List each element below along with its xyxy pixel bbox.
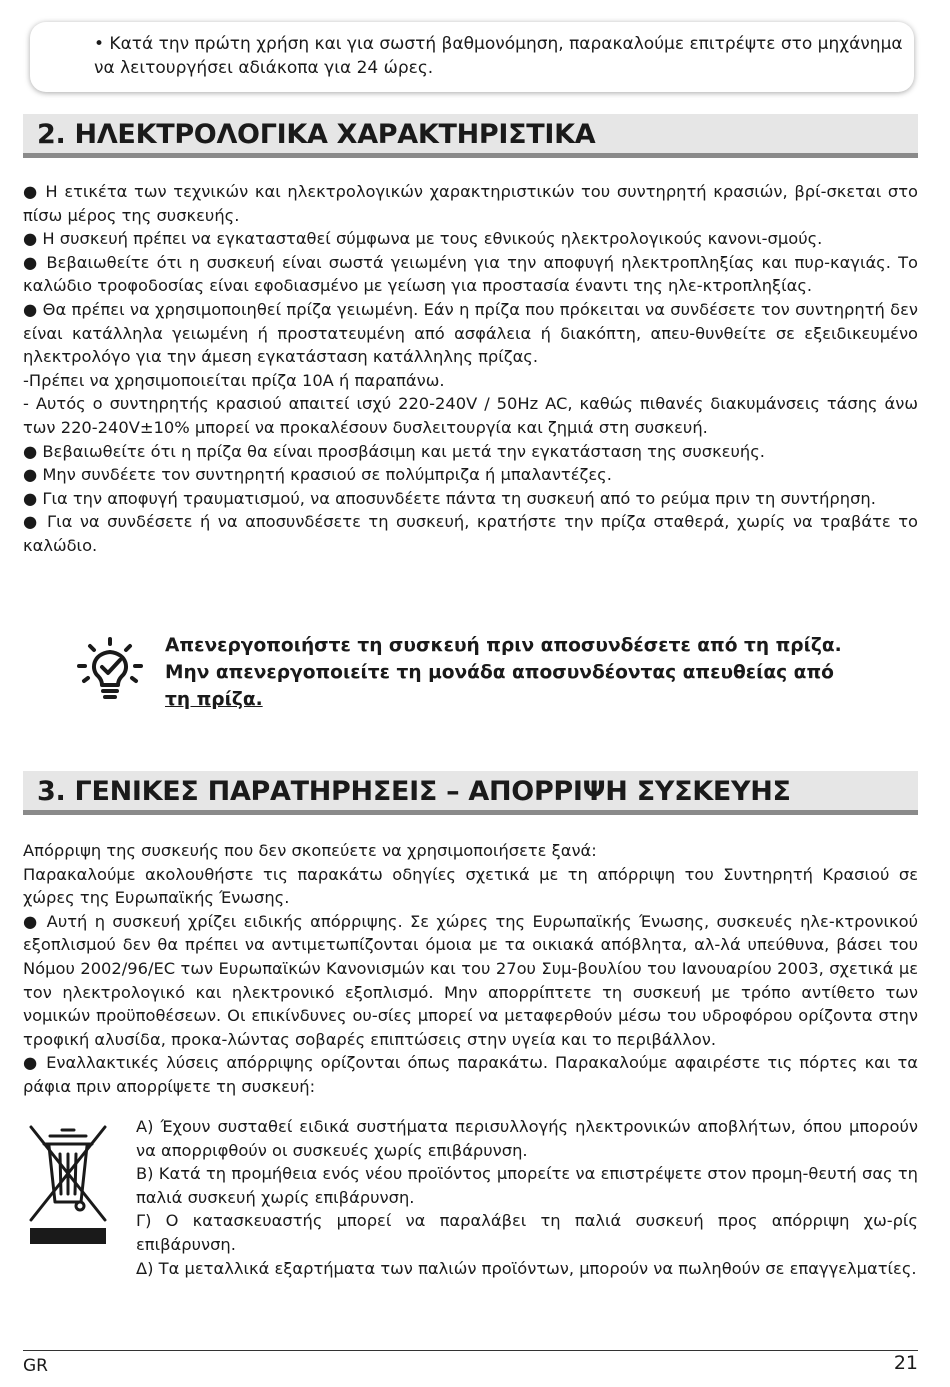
paragraph: Παρακαλούμε ακολουθήστε τις παρακάτω οδηγίες σχετικά με τη απόρριψη του Συντηρητή Κρασιού σε χώρες της Ευρωπαϊκής Ένωσης.	[23, 864, 918, 908]
paragraph: ● Θα πρέπει να χρησιμοποιηθεί πρίζα γειωμένη. Εάν η πρίζα που πρόκειται να συνδέσετε τον συντηρητή δεν είναι κατάλληλα γειωμένη ή προστατευμένη από ασφάλεια ή διακόπτη, απευ-θυνθείτε σε εξειδικευμένο ηλεκτρολόγο για την άμεση εγκατάσταση κατάλληλης πρίζας.	[23, 299, 918, 367]
paragraph: ● Για να συνδέσετε ή να αποσυνδέσετε τη συσκευή, κρατήστε την πρίζα σταθερά, χωρίς να τραβάτε το καλώδιο.	[23, 512, 918, 555]
note-box	[30, 22, 914, 92]
option-item: Γ) Ο κατασκευαστής μπορεί να παραλάβει τη παλιά συσκευή προς απόρριψη χω-ρίς επιβάρυνση.	[136, 1211, 918, 1254]
section-3-heading-bar	[23, 771, 918, 815]
warning-line: τη πρίζα.	[165, 689, 263, 710]
option-item: Β) Κατά τη προμήθεια ενός νέου προϊόντος μπορείτε να επιστρέψετε στον προμη-θευτή σας τη παλιά συσκευή χωρίς επιβάρυνση.	[136, 1164, 918, 1207]
paragraph: ● Η ετικέτα των τεχνικών και ηλεκτρολογικών χαρακτηριστικών του συντηρητή κρασιών, βρί-σκεται στο πίσω μέρος της συσκευής.	[23, 182, 918, 225]
paragraph: ● Βεβαιωθείτε ότι η πρίζα θα είναι προσβάσιμη και μετά την εγκατάσταση της συσκευής.	[23, 441, 765, 461]
section-3-title: 3. ΓΕΝΙΚΕΣ ΠΑΡΑΤΗΡΗΣΕΙΣ – ΑΠΟΡΡΙΨΗ ΣΥΣΚΕΥΗΣ	[37, 776, 791, 807]
paragraph: - Αυτός ο συντηρητής κρασιού απαιτεί ισχύ 220-240V / 50Hz AC, καθώς πιθανές διακυμάνσεις τάσης άνω των 220-240V±10% μπορεί να προκαλέσουν δυσλειτουργία και ζημιά στη συσκευή.	[23, 394, 918, 437]
section-3-body	[23, 839, 918, 1099]
footer-language: GR	[23, 1356, 48, 1376]
option-item: Δ) Τα μεταλλικά εξαρτήματα των παλιών προϊόντων, μπορούν να πωληθούν σε επαγγελματίες.	[136, 1258, 917, 1278]
unplug-warning	[165, 632, 919, 713]
paragraph: Απόρριψη της συσκευής που δεν σκοπεύετε να χρησιμοποιήσετε ξανά:	[23, 841, 597, 860]
footer-divider	[23, 1350, 918, 1351]
lightbulb-check-icon	[76, 636, 144, 702]
paragraph: ● Βεβαιωθείτε ότι η συσκευή είναι σωστά γειωμένη για την αποφυγή ηλεκτροπληξίας και πυρ-καγιάς. Το καλώδιο τροφοδοσίας είναι εφοδιασμένο με γείωση για προστασία έναντι της ηλε-κτροπληξίας.	[23, 252, 918, 296]
disposal-options	[136, 1115, 918, 1280]
paragraph: ● Η συσκευή πρέπει να εγκατασταθεί σύμφωνα με τους εθνικούς ηλεκτρολογικούς κανονι-σμούς.	[23, 229, 823, 249]
crossed-out-bin-icon	[28, 1124, 108, 1252]
warning-line: Απενεργοποιήστε τη συσκευή πριν αποσυνδέσετε από τη πρίζα.	[165, 635, 842, 656]
paragraph: ● Για την αποφυγή τραυματισμού, να αποσυνδέετε πάντα τη συσκευή από το ρεύμα πριν τη συντήρηση.	[23, 488, 876, 508]
paragraph: -Πρέπει να χρησιμοποιείται πρίζα 10A ή παραπάνω.	[23, 370, 445, 390]
page-number: 21	[893, 1352, 918, 1374]
warning-line: Μην απενεργοποιείτε τη μονάδα αποσυνδέοντας απευθείας από	[165, 662, 834, 683]
note-text: • Κατά την πρώτη χρήση και για σωστή βαθμονόμηση, παρακαλούμε επιτρέψτε στο μηχάνημα να λειτουργήσει αδιάκοπα για 24 ώρες.	[94, 34, 903, 78]
paragraph: ● Εναλλακτικές λύσεις απόρριψης ορίζονται όπως παρακάτω. Παρακαλούμε αφαιρέστε τις πόρτες και τα ράφια πριν απορρίψετε τη συσκευή:	[23, 1053, 918, 1096]
section-2-title: 2. ΗΛΕΚΤΡΟΛΟΓΙΚΑ ΧΑΡΑΚΤΗΡΙΣΤΙΚΑ	[37, 119, 596, 150]
paragraph: ● Μην συνδέετε τον συντηρητή κρασιού σε πολύμπριζα ή μπαλαντέζες.	[23, 465, 612, 485]
option-item: Α) Έχουν συσταθεί ειδικά συστήματα περισυλλογής ηλεκτρονικών αποβλήτων, όπου μπορούν να απορριφθούν οι συσκευές χωρίς επιβάρυνση.	[136, 1117, 918, 1160]
paragraph: ● Αυτή η συσκευή χρίζει ειδικής απόρριψης. Σε χώρες της Ευρωπαϊκής Ένωσης, συσκευές ηλε-κτρονικού εξοπλισμού δεν θα πρέπει να αντιμετωπίζονται όμοια με τα οικιακά απόβλητα, αλ-λά υπεύθυνα, βάσει του Νόμου 2002/96/EC των Ευρωπαϊκών Κανονισμών και του 27ου Συμ-βουλίου του Ιανουαρίου 2003, σχετικά με τον ηλεκτρολογικό και ηλεκτρονικό εξοπλισμό. Μην απορρίπτετε τη συσκευή με τρόπο αντίθετο των νομικών προϋποθέσεων. Οι επικίνδυνες ου-σίες μπορεί να μεταφερθούν μέσω του υδροφόρου ορίζοντα στην τροφική αλυσίδα, προκα-λώντας σοβαρές επιπτώσεις στην υγεία και το περιβάλλον.	[23, 911, 918, 1049]
section-2-body	[23, 180, 918, 558]
section-2-heading-bar	[23, 114, 918, 158]
